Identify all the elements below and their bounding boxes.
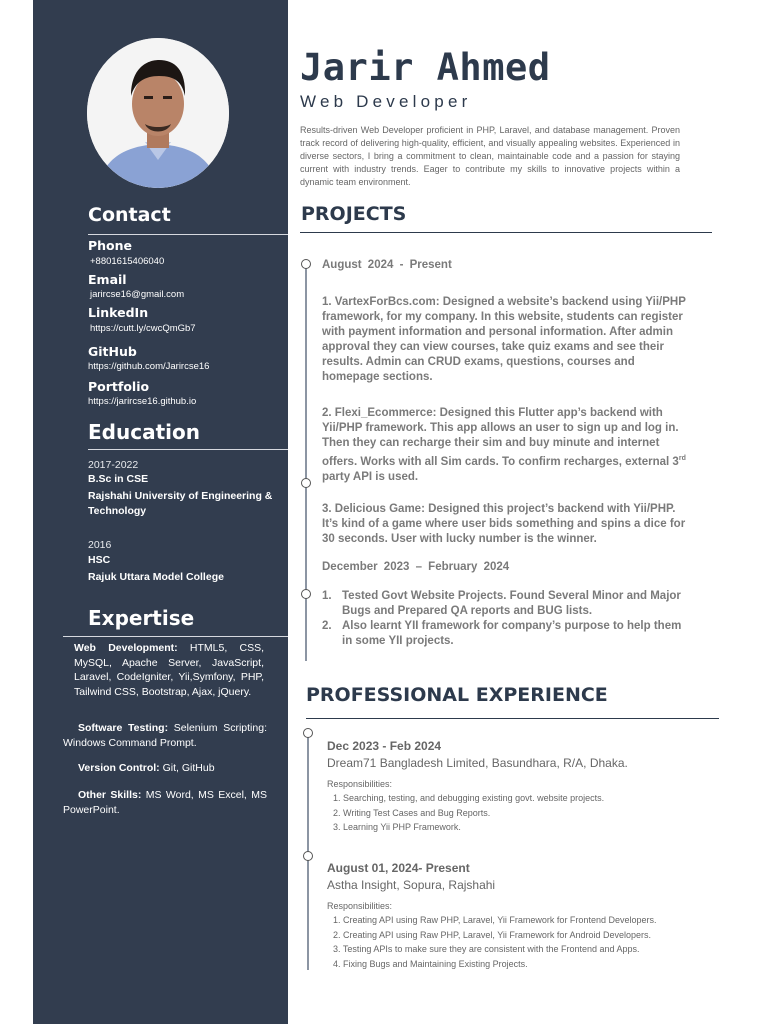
projects-rule <box>300 232 712 233</box>
experience-rule <box>306 718 719 719</box>
expertise-web-text: HTML5, CSS, MySQL, Apache Server, JavaScript, Laravel, CodeIgniter, Yii,Symfony, PHP, Tailwind CSS, Bootstrap, Ajax, jQuery. <box>74 642 264 698</box>
portfolio-link[interactable]: https://jarircse16.github.io <box>88 396 197 407</box>
job-responsibilities-label: Responsibilities: <box>327 779 393 789</box>
education-degree: B.Sc in CSE <box>88 473 149 485</box>
list-item <box>322 619 694 649</box>
list-item: 2. Creating API using Raw PHP, Laravel, Yii Framework for Android Developers. <box>333 929 651 940</box>
education-years: 2017-2022 <box>88 459 139 471</box>
email-label: Email <box>88 272 127 287</box>
timeline-dot <box>301 259 311 269</box>
job-title: Web Developer <box>300 92 472 111</box>
list-item <box>322 589 694 619</box>
timeline-dot <box>303 728 313 738</box>
project-item-sup: rd <box>678 455 686 462</box>
list-item: 1. Searching, testing, and debugging existing govt. website projects. <box>333 793 605 803</box>
list-item: 3. Learning Yii PHP Framework. <box>333 822 461 832</box>
timeline-dot <box>301 589 311 599</box>
list-text: Also learnt YII framework for company’s purpose to help them in some YII projects. <box>342 620 682 647</box>
expertise-vc-text: Git, GitHub <box>162 762 215 774</box>
contact-rule <box>88 234 288 235</box>
project-item <box>322 406 694 485</box>
sidebar <box>33 0 288 1024</box>
projects-heading: PROJECTS <box>301 203 407 225</box>
education-degree: HSC <box>88 554 111 566</box>
education-school: Rajuk Uttara Model College <box>88 571 224 583</box>
portfolio-label: Portfolio <box>88 379 150 394</box>
timeline-dot <box>301 478 311 488</box>
linkedin-label: LinkedIn <box>88 305 149 320</box>
project-period: August 2024 - Present <box>322 259 452 271</box>
expertise-testing-label: Software Testing: <box>78 722 169 734</box>
expertise-other-label: Other Skills: <box>78 789 142 801</box>
project-item-text: 2. Flexi_Ecommerce: Designed this Flutter app’s backend with Yii/PHP framework. This app allows an user to sign up and log in. Then they can recharge their sim and buy minute and internet offers. Works with all Sim cards. To confirm recharges, external 3 <box>322 407 679 468</box>
job-responsibilities-label: Responsibilities: <box>327 901 393 911</box>
expertise-web-label: Web Development: <box>74 642 178 654</box>
expertise-heading: Expertise <box>88 606 195 630</box>
github-label: GitHub <box>88 344 137 359</box>
github-link[interactable]: https://github.com/Jarircse16 <box>88 361 210 372</box>
expertise-other <box>63 788 267 817</box>
summary: Results-driven Web Developer proficient in PHP, Laravel, and database management. Proven track record of delivering high-quality, efficient, and visually appealing websites. Experienced in diverse sectors, I bring a commitment to clean, maintainable code and a passion for staying current with industry trends. Eager to contribute my skills to innovative projects within a dynamic team environment. <box>300 125 680 187</box>
experience-heading: PROFESSIONAL EXPERIENCE <box>306 684 608 706</box>
list-item: 1. Creating API using Raw PHP, Laravel, Yii Framework for Frontend Developers. <box>333 915 657 925</box>
list-item: 2. Writing Test Cases and Bug Reports. <box>333 807 491 818</box>
list-number: 2. <box>322 620 332 632</box>
list-text: Tested Govt Website Projects. Found Several Minor and Major Bugs and Prepared QA reports and BUG lists. <box>342 590 681 617</box>
expertise-web <box>74 641 264 699</box>
expertise-rule <box>63 636 288 637</box>
phone-value: +8801615406040 <box>90 256 165 267</box>
expertise-testing <box>63 721 267 750</box>
list-item: 4. Fixing Bugs and Maintaining Existing Projects. <box>333 958 528 969</box>
project-period: December 2023 – February 2024 <box>322 561 510 573</box>
list-item: 3. Testing APIs to make sure they are consistent with the Frontend and Apps. <box>333 944 640 954</box>
timeline-dot <box>303 851 313 861</box>
profile-photo <box>87 38 229 188</box>
education-rule <box>88 449 288 450</box>
job-responsibilities <box>333 791 604 835</box>
contact-heading: Contact <box>88 204 171 226</box>
education-school: Rajshahi University of Engineering & Technology <box>88 490 273 517</box>
job-date: August 01, 2024- Present <box>327 861 470 875</box>
project-item-text-end: party API is used. <box>322 470 419 483</box>
job-company: Dream71 Bangladesh Limited, Basundhara, R/A, Dhaka. <box>327 756 628 770</box>
education-heading: Education <box>88 420 200 444</box>
project-item: 3. Delicious Game: Designed this project’s backend with Yii/PHP. It’s kind of a game where user bids something and spins a dice for 30 seconds. User with lucky number is the winner. <box>322 503 686 545</box>
project-item: 1. VartexForBcs.com: Designed a website’s backend using Yii/PHP framework, for my company. In this website, students can register with payment information and personal information. After admin approval they can view courses, take quiz exams and see their results. Admin can CRUD exams, questions, courses and homepage sections. <box>322 296 686 383</box>
email-link[interactable]: jarircse16@gmail.com <box>90 289 185 300</box>
linkedin-link[interactable]: https://cutt.ly/cwcQmGb7 <box>90 323 196 334</box>
education-years: 2016 <box>88 539 112 551</box>
job-company: Astha Insight, Sopura, Rajshahi <box>327 878 496 892</box>
candidate-name: Jarir Ahmed <box>300 46 551 89</box>
expertise-other-text: MS Word, MS Excel, MS PowerPoint. <box>63 789 268 816</box>
expertise-vc-label: Version Control: <box>78 762 160 774</box>
job-date: Dec 2023 - Feb 2024 <box>327 739 442 753</box>
job-responsibilities <box>333 913 656 971</box>
expertise-version-control <box>78 761 268 776</box>
projects-timeline <box>305 266 307 661</box>
project-task-list <box>322 589 694 649</box>
list-number: 1. <box>322 590 332 602</box>
expertise-testing-text: Selenium Scripting: Windows Command Prompt. <box>63 722 267 749</box>
phone-label: Phone <box>88 238 133 253</box>
